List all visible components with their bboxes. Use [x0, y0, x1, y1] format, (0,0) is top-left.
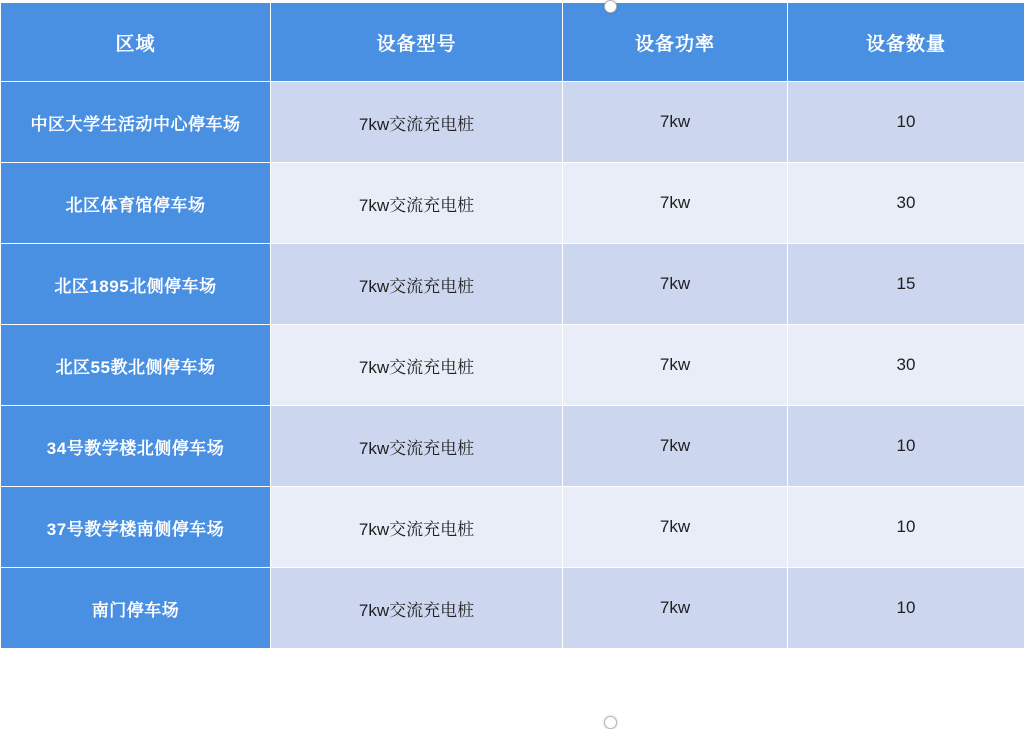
cell-power: 7kw: [563, 325, 788, 406]
cell-count: 10: [788, 487, 1024, 568]
cell-model: 7kw交流充电桩: [271, 163, 563, 244]
cell-region: 37号教学楼南侧停车场: [1, 487, 271, 568]
table-row: [1, 487, 1024, 568]
table-row: [1, 325, 1024, 406]
cell-region: 北区1895北侧停车场: [1, 244, 271, 325]
cell-model: 7kw交流充电桩: [271, 487, 563, 568]
cell-model: 7kw交流充电桩: [271, 568, 563, 649]
resize-handle-bottom[interactable]: [604, 716, 617, 729]
column-header-power: 设备功率: [563, 3, 788, 82]
table-row: [1, 163, 1024, 244]
cell-region: 中区大学生活动中心停车场: [1, 82, 271, 163]
column-header-model: 设备型号: [271, 3, 563, 82]
charging-pile-table: [0, 2, 1024, 649]
cell-power: 7kw: [563, 568, 788, 649]
cell-power: 7kw: [563, 163, 788, 244]
cell-model: 7kw交流充电桩: [271, 325, 563, 406]
cell-region: 34号教学楼北侧停车场: [1, 406, 271, 487]
cell-model: 7kw交流充电桩: [271, 82, 563, 163]
cell-count: 15: [788, 244, 1024, 325]
table-row: [1, 244, 1024, 325]
column-header-region: 区域: [1, 3, 271, 82]
cell-count: 30: [788, 163, 1024, 244]
table-header-row: [1, 3, 1024, 82]
table-body: [1, 82, 1024, 649]
table-row: [1, 568, 1024, 649]
column-header-count: 设备数量: [788, 3, 1024, 82]
cell-power: 7kw: [563, 487, 788, 568]
cell-power: 7kw: [563, 406, 788, 487]
cell-power: 7kw: [563, 244, 788, 325]
cell-count: 30: [788, 325, 1024, 406]
table-header: [1, 3, 1024, 82]
cell-model: 7kw交流充电桩: [271, 406, 563, 487]
cell-region: 北区55教北侧停车场: [1, 325, 271, 406]
cell-region: 北区体育馆停车场: [1, 163, 271, 244]
cell-region: 南门停车场: [1, 568, 271, 649]
cell-model: 7kw交流充电桩: [271, 244, 563, 325]
cell-count: 10: [788, 82, 1024, 163]
charging-pile-table-container: [0, 2, 1024, 649]
table-row: [1, 82, 1024, 163]
cell-count: 10: [788, 406, 1024, 487]
resize-handle-top[interactable]: [604, 0, 617, 13]
cell-power: 7kw: [563, 82, 788, 163]
cell-count: 10: [788, 568, 1024, 649]
table-row: [1, 406, 1024, 487]
